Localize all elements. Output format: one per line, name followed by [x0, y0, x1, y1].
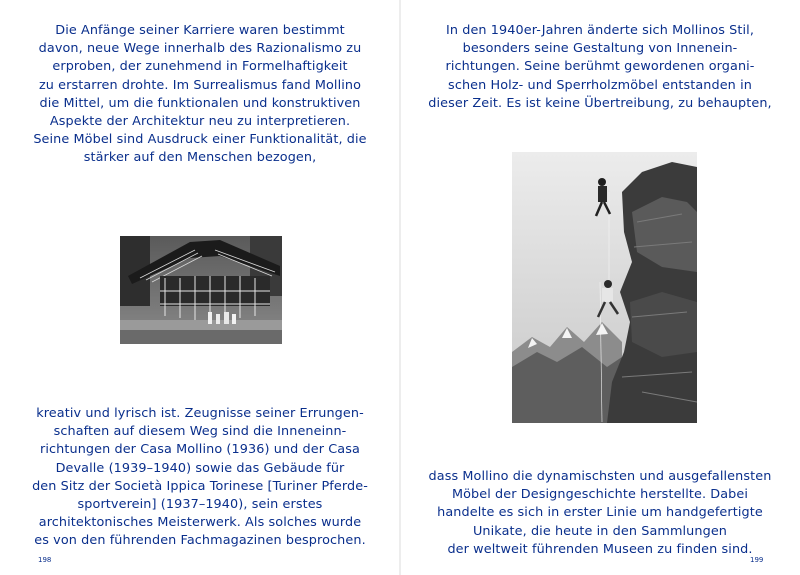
text-line: Seine Möbel sind Ausdruck einer Funktionalität, die [33, 132, 367, 148]
text-line: es von den führenden Fachmagazinen besprochen. [34, 533, 366, 549]
right-paragraph-bottom [400, 468, 800, 559]
text-line: Devalle (1939–1940) sowie das Gebäude für [55, 460, 345, 476]
text-line: die Mittel, um die funktionalen und konstruktiven [39, 95, 361, 111]
text-line: Möbel der Designgeschichte herstellte. Dabei [451, 487, 749, 503]
text-line: stärker auf den Menschen bezogen, [83, 150, 317, 166]
text-line: den Sitz der Società Ippica Torinese [Turiner Pferde- [32, 478, 368, 494]
page-number-left: 198 [38, 556, 52, 564]
text-line: erproben, der zunehmend in Formelhaftigkeit [52, 59, 348, 75]
text-line: Die Anfänge seiner Karriere waren bestimmt [55, 23, 345, 38]
right-page [400, 0, 800, 575]
text-line: dieser Zeit. Es ist keine Übertreibung, zu behaupten, [428, 95, 772, 111]
text-line: davon, neue Wege innerhalb des Razionalismo zu [38, 41, 362, 57]
text-line: der weltweit führenden Museen zu finden sind. [447, 541, 753, 557]
text-line: schen Holz- und Sperrholzmöbel entstanden in [448, 77, 752, 93]
text-line: zu erstarren drohte. Im Surrealismus fand Mollino [38, 77, 362, 93]
page-number-right: 199 [750, 556, 764, 564]
left-paragraph-top [0, 22, 400, 168]
building-photo [120, 236, 282, 344]
text-line: In den 1940er-Jahren änderte sich Mollinos Stil, [445, 23, 755, 38]
text-line: Aspekte der Architektur neu zu interpretieren. [49, 114, 351, 130]
text-line: Unikate, die heute in den Sammlungen [472, 523, 728, 539]
text-line: dass Mollino die dynamischsten und ausgefallensten [428, 469, 772, 484]
text-line: handelte es sich in erster Linie um handgefertigte [437, 505, 763, 521]
text-line: architektonisches Meisterwerk. Als solches wurde [38, 515, 362, 531]
climbers-photo [512, 152, 697, 423]
text-line: richtungen. Seine berühmt gewordenen organi- [445, 59, 755, 75]
right-paragraph-top [400, 22, 800, 113]
text-line: richtungen der Casa Mollino (1936) und der Casa [40, 442, 360, 458]
text-line: kreativ und lyrisch ist. Zeugnisse seiner Errungen- [36, 406, 364, 421]
text-line: besonders seine Gestaltung von Innenein- [462, 41, 738, 57]
text-line: sportverein] (1937–1940), sein erstes [77, 497, 323, 513]
left-paragraph-bottom [0, 405, 400, 551]
text-line: schaften auf diesem Weg sind die Inneneinn- [53, 424, 347, 440]
